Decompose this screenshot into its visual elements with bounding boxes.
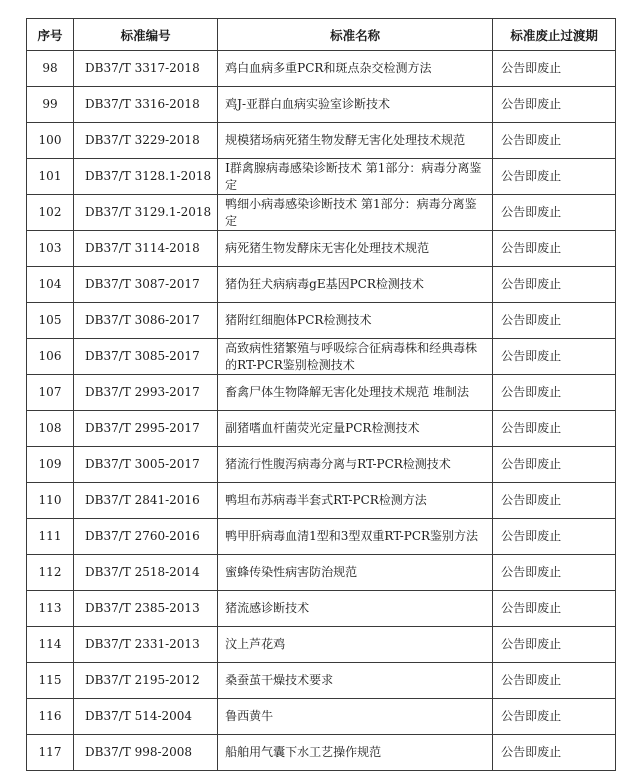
row-period: 公告即废止 xyxy=(493,483,616,519)
table-row xyxy=(27,519,616,555)
row-seq: 104 xyxy=(27,267,74,303)
row-name: 副猪嗜血杆菌荧光定量PCR检测技术 xyxy=(218,411,493,447)
row-seq: 101 xyxy=(27,159,74,195)
row-period: 公告即废止 xyxy=(493,267,616,303)
header-row xyxy=(27,19,616,51)
row-period: 公告即废止 xyxy=(493,447,616,483)
table-row xyxy=(27,699,616,735)
row-period: 公告即废止 xyxy=(493,87,616,123)
row-name: 蜜蜂传染性病害防治规范 xyxy=(218,555,493,591)
table-row xyxy=(27,231,616,267)
row-seq: 105 xyxy=(27,303,74,339)
row-code: DB37/T 2195-2012 xyxy=(74,663,218,699)
row-seq: 100 xyxy=(27,123,74,159)
row-name: 规模猪场病死猪生物发酵无害化处理技术规范 xyxy=(218,123,493,159)
table-row xyxy=(27,267,616,303)
header-name: 标准名称 xyxy=(218,19,493,51)
row-seq: 112 xyxy=(27,555,74,591)
row-code: DB37/T 3317-2018 xyxy=(74,51,218,87)
row-code: DB37/T 2385-2013 xyxy=(74,591,218,627)
row-period: 公告即废止 xyxy=(493,555,616,591)
row-period: 公告即废止 xyxy=(493,375,616,411)
row-code: DB37/T 2518-2014 xyxy=(74,555,218,591)
row-period: 公告即废止 xyxy=(493,591,616,627)
table-row xyxy=(27,447,616,483)
table-row xyxy=(27,663,616,699)
row-code: DB37/T 2841-2016 xyxy=(74,483,218,519)
header-period: 标准废止过渡期 xyxy=(493,19,616,51)
row-seq: 109 xyxy=(27,447,74,483)
row-seq: 113 xyxy=(27,591,74,627)
row-name: 鲁西黄牛 xyxy=(218,699,493,735)
row-seq: 114 xyxy=(27,627,74,663)
row-period: 公告即废止 xyxy=(493,519,616,555)
row-code: DB37/T 998-2008 xyxy=(74,735,218,771)
row-code: DB37/T 2995-2017 xyxy=(74,411,218,447)
table-row xyxy=(27,375,616,411)
row-code: DB37/T 2993-2017 xyxy=(74,375,218,411)
table-row xyxy=(27,483,616,519)
row-seq: 115 xyxy=(27,663,74,699)
table-row xyxy=(27,159,616,195)
row-code: DB37/T 514-2004 xyxy=(74,699,218,735)
row-period: 公告即废止 xyxy=(493,699,616,735)
row-seq: 103 xyxy=(27,231,74,267)
table-row xyxy=(27,87,616,123)
table-row xyxy=(27,339,616,375)
row-seq: 102 xyxy=(27,195,74,231)
header-seq: 序号 xyxy=(27,19,74,51)
row-name: 猪流感诊断技术 xyxy=(218,591,493,627)
row-name: 船舶用气囊下水工艺操作规范 xyxy=(218,735,493,771)
row-name: 鸡白血病多重PCR和斑点杂交检测方法 xyxy=(218,51,493,87)
row-seq: 108 xyxy=(27,411,74,447)
table-row xyxy=(27,51,616,87)
row-seq: 110 xyxy=(27,483,74,519)
row-code: DB37/T 3229-2018 xyxy=(74,123,218,159)
row-name: 鸭甲肝病毒血清1型和3型双重RT-PCR鉴别方法 xyxy=(218,519,493,555)
row-code: DB37/T 2760-2016 xyxy=(74,519,218,555)
standards-table xyxy=(26,18,616,771)
row-name: 鸭细小病毒感染诊断技术 第1部分：病毒分离鉴定 xyxy=(218,195,493,231)
row-period: 公告即废止 xyxy=(493,663,616,699)
row-period: 公告即废止 xyxy=(493,735,616,771)
row-code: DB37/T 3316-2018 xyxy=(74,87,218,123)
row-period: 公告即废止 xyxy=(493,411,616,447)
row-period: 公告即废止 xyxy=(493,303,616,339)
row-name: 猪流行性腹泻病毒分离与RT-PCR检测技术 xyxy=(218,447,493,483)
table-row xyxy=(27,411,616,447)
row-code: DB37/T 3114-2018 xyxy=(74,231,218,267)
row-name: 鸭坦布苏病毒半套式RT-PCR检测方法 xyxy=(218,483,493,519)
table-row xyxy=(27,627,616,663)
row-name: 病死猪生物发酵床无害化处理技术规范 xyxy=(218,231,493,267)
table-row xyxy=(27,555,616,591)
row-name: 猪伪狂犬病病毒gE基因PCR检测技术 xyxy=(218,267,493,303)
table-row xyxy=(27,303,616,339)
row-code: DB37/T 3086-2017 xyxy=(74,303,218,339)
row-period: 公告即废止 xyxy=(493,339,616,375)
row-name: I群禽腺病毒感染诊断技术 第1部分：病毒分离鉴定 xyxy=(218,159,493,195)
row-code: DB37/T 3085-2017 xyxy=(74,339,218,375)
row-period: 公告即废止 xyxy=(493,123,616,159)
header-code: 标准编号 xyxy=(74,19,218,51)
row-code: DB37/T 3129.1-2018 xyxy=(74,195,218,231)
table-row xyxy=(27,123,616,159)
table-row xyxy=(27,591,616,627)
row-seq: 107 xyxy=(27,375,74,411)
row-period: 公告即废止 xyxy=(493,159,616,195)
row-name: 高致病性猪繁殖与呼吸综合征病毒株和经典毒株的RT-PCR鉴别检测技术 xyxy=(218,339,493,375)
row-name: 鸡J-亚群白血病实验室诊断技术 xyxy=(218,87,493,123)
table-row xyxy=(27,195,616,231)
row-code: DB37/T 3087-2017 xyxy=(74,267,218,303)
row-code: DB37/T 2331-2013 xyxy=(74,627,218,663)
row-name: 桑蚕茧干燥技术要求 xyxy=(218,663,493,699)
row-code: DB37/T 3128.1-2018 xyxy=(74,159,218,195)
row-seq: 99 xyxy=(27,87,74,123)
row-name: 畜禽尸体生物降解无害化处理技术规范 堆制法 xyxy=(218,375,493,411)
row-period: 公告即废止 xyxy=(493,51,616,87)
row-seq: 106 xyxy=(27,339,74,375)
row-period: 公告即废止 xyxy=(493,627,616,663)
row-seq: 98 xyxy=(27,51,74,87)
row-name: 猪附红细胞体PCR检测技术 xyxy=(218,303,493,339)
table-row xyxy=(27,735,616,771)
row-code: DB37/T 3005-2017 xyxy=(74,447,218,483)
row-period: 公告即废止 xyxy=(493,195,616,231)
row-period: 公告即废止 xyxy=(493,231,616,267)
row-name: 汶上芦花鸡 xyxy=(218,627,493,663)
row-seq: 111 xyxy=(27,519,74,555)
row-seq: 116 xyxy=(27,699,74,735)
row-seq: 117 xyxy=(27,735,74,771)
